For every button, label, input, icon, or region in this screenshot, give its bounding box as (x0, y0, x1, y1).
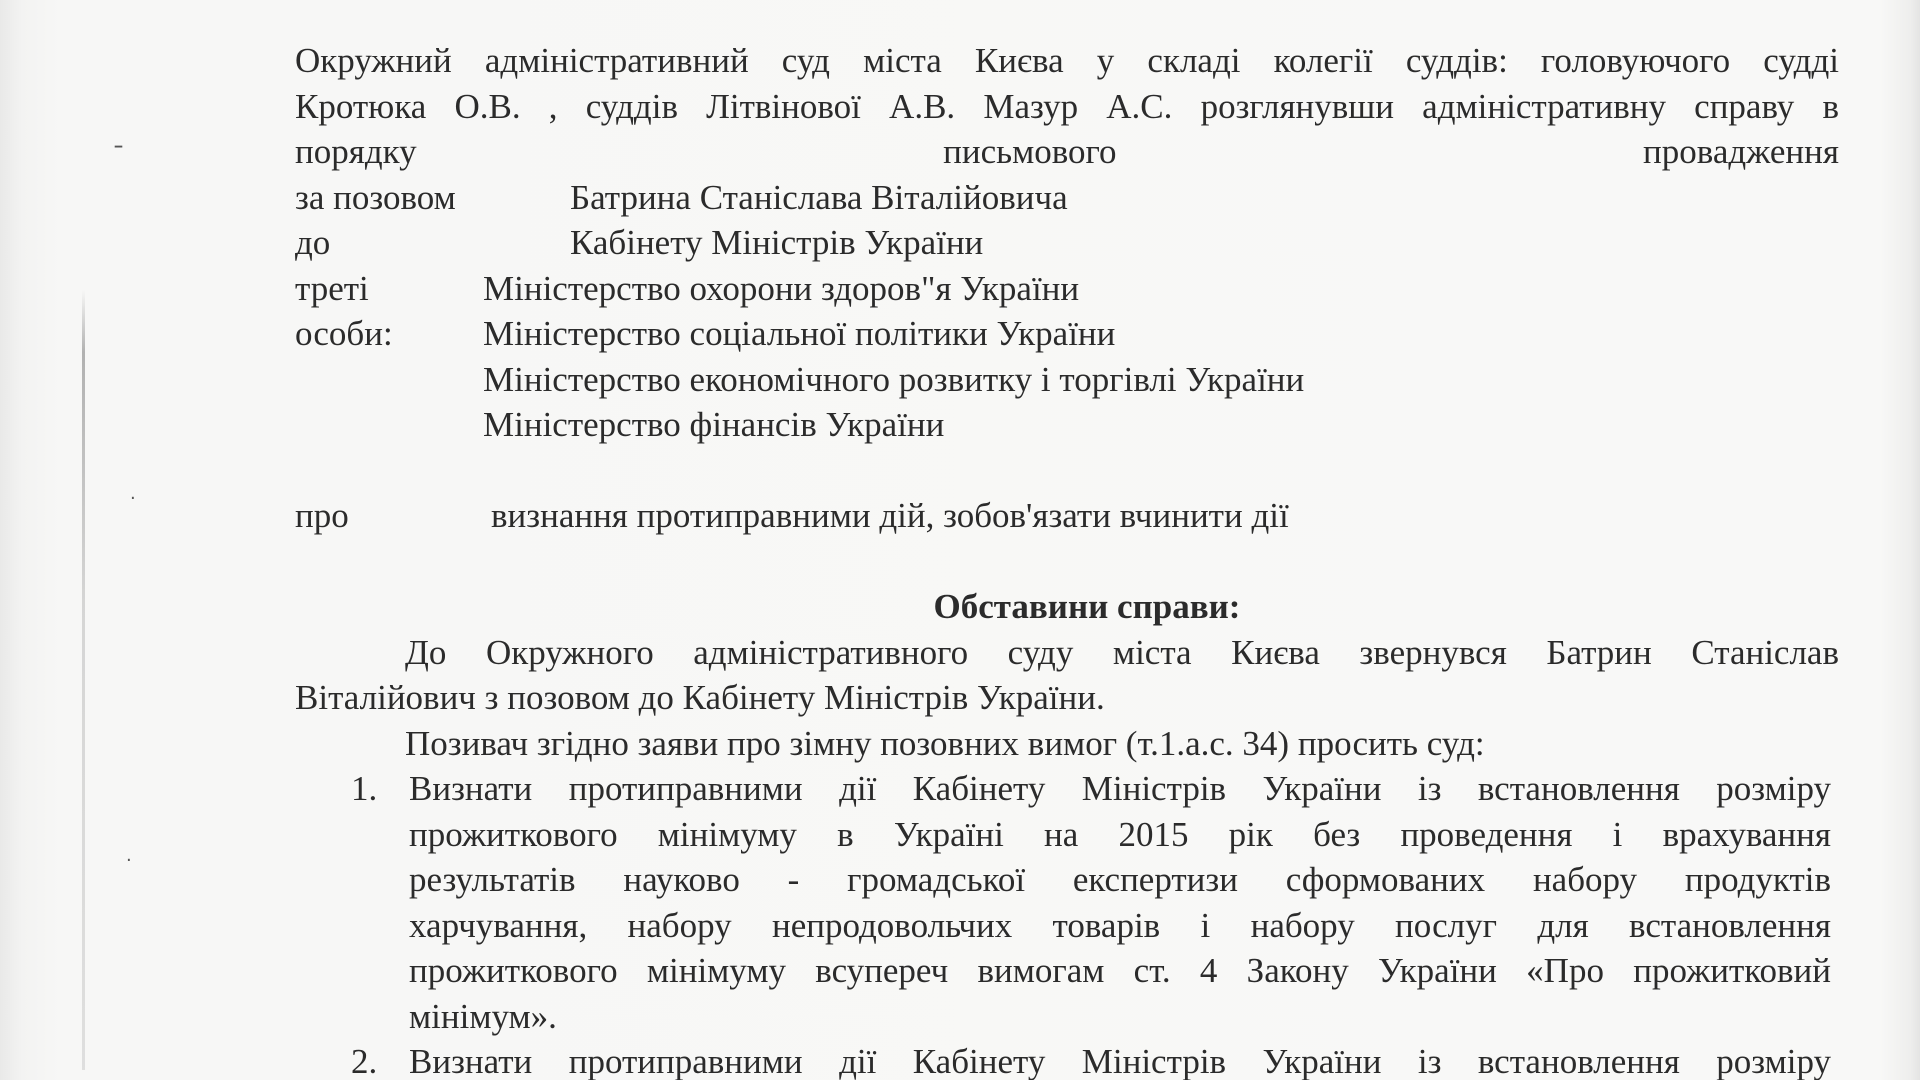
defendant-label: до (295, 223, 331, 262)
claim-line: результатів науково - громадської експертизи сформованих набору продуктів (409, 860, 1831, 899)
third-party-name: Міністерство економічного розвитку і торгівлі України (483, 359, 1305, 399)
paragraph-line: Позивач згідно заяви про зімну позовних вимог (т.1.а.с. 34) просить суд: (405, 723, 1485, 763)
document-body (295, 38, 1839, 1080)
third-party-row (295, 266, 1839, 312)
blank-line (295, 539, 1839, 585)
claim-line: прожиткового мінімуму в Україні на 2015 рік без проведення і врахування (409, 814, 1831, 854)
scan-speck-mark: · (126, 850, 132, 871)
intro-line: порядку письмового провадження (295, 132, 1839, 171)
scan-speck-mark: · (130, 488, 136, 509)
intro-paragraph (295, 38, 1839, 175)
claim-line: Визнати протиправними дії Кабінету Міністрів України із встановлення розміру (409, 769, 1831, 808)
claim-number: 1. (351, 769, 378, 808)
intro-line: Окружний адміністративний суд міста Києва у складі колегії суддів: головуючого судді (295, 41, 1839, 80)
claims-intro-paragraph (295, 721, 1839, 767)
paragraph-line: Віталійович з позовом до Кабінету Міністрів України. (295, 678, 1105, 717)
claim-list-item (295, 1039, 1839, 1080)
paragraph-line: До Окружного адміністративного суду міста Києва звернувся Батрин Станіслав (405, 632, 1839, 672)
blank-line (295, 448, 1839, 494)
claim-line: Визнати протиправними дії Кабінету Міністрів України із встановлення розміру (409, 1042, 1831, 1080)
third-party-name: Міністерство соціальної політики України (483, 314, 1116, 353)
plaintiff-row (295, 175, 1839, 221)
subject-label: про (295, 496, 349, 535)
third-party-name: Міністерство охорони здоров"я України (483, 268, 1080, 308)
third-party-row (295, 311, 1839, 357)
third-party-name: Міністерство фінансів України (483, 405, 945, 444)
third-party-row (295, 402, 1839, 448)
defendant-row (295, 220, 1839, 266)
plaintiff-label: за позовом (295, 177, 456, 217)
claim-line: харчування, набору непродовольчих товарів і набору послуг для встановлення (409, 905, 1831, 945)
section-heading: Обставини справи: (933, 587, 1241, 626)
third-parties-label: треті (295, 268, 369, 308)
circumstances-paragraph (295, 630, 1839, 721)
subject-text: визнання протиправними дій, зобов'язати вчинити дії (491, 496, 1289, 535)
third-parties-label: особи: (295, 314, 393, 353)
claim-line: мінімум». (409, 996, 557, 1036)
claim-number: 2. (351, 1042, 378, 1080)
claim-list-item (295, 766, 1839, 1039)
defendant-name: Кабінету Міністрів України (570, 223, 984, 262)
plaintiff-name: Батрина Станіслава Віталійовича (570, 177, 1068, 217)
third-party-row (295, 357, 1839, 403)
intro-line: Кротюка О.В. , суддів Літвінової А.В. Мазур А.С. розглянувши адміністративну справу в (295, 86, 1839, 126)
scan-binding-shadow (82, 290, 85, 1070)
claim-line: прожиткового мінімуму всупереч вимогам ст. 4 Закону України «Про прожитковий (409, 951, 1831, 990)
scan-speck-mark: ˉ (112, 142, 125, 172)
subject-row (295, 493, 1839, 539)
